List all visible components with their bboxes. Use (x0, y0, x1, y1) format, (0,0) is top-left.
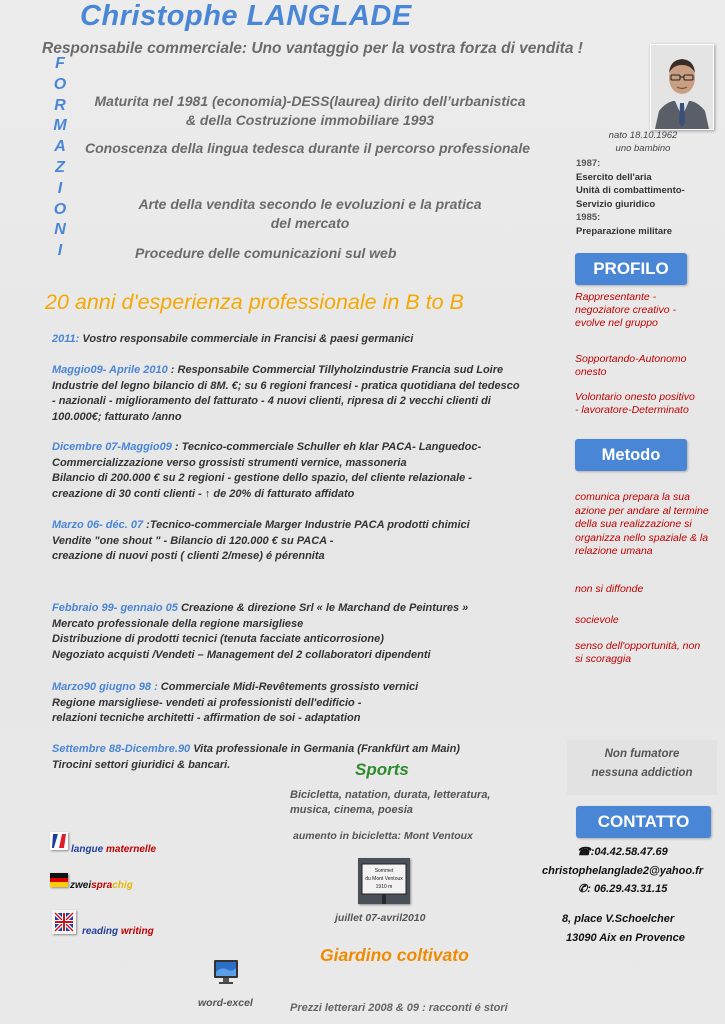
formazioni-letter: I (57, 179, 63, 197)
job-date: Marzo 06- déc. 07 (52, 519, 144, 531)
uk-flag-icon (52, 910, 76, 934)
job-line: Vostro responsabile commerciale in Francisi & paesi germanici (79, 333, 414, 345)
job-line: Bilancio di 200.000 € su 2 regioni - gestione dello spazio, del cliente relazionale - (52, 472, 472, 485)
german-flag-icon (50, 873, 68, 887)
job-line: Industrie del legno bilancio di 8M. €; su 6 regioni francesi - pratica quotidiana del tedesco (52, 379, 520, 392)
job-line: Commercializzazione verso grossisti strumenti vernice, massoneria (52, 456, 407, 469)
no-addiction-text: nessuna addiction (591, 767, 693, 779)
lang-text: chig (112, 880, 133, 891)
job-line: : Responsabile Commercial Tillyholzindustrie Francia sud Loire (167, 364, 504, 376)
job-date: Maggio09- Aprile 2010 (52, 364, 168, 376)
lang-text: maternelle (106, 844, 157, 855)
birth-date: nato 18.10.1962 (608, 130, 678, 141)
lang-text: langue (71, 844, 107, 855)
lang-text: spra (91, 880, 113, 891)
job-line: creazione di nuovi posti ( clienti 2/mese) é pérennita (52, 550, 325, 563)
job-line: Creazione & direzione Srl « le Marchand de Peintures » (177, 602, 469, 614)
metodo-item: comunica prepara la sua azione per andare al termine della sua realizzazione si organizza nello spaziale & la relazione umana (575, 491, 709, 558)
history-line: 1985: (576, 212, 601, 223)
mobile-line (578, 882, 667, 895)
sign-text: 1910 m (375, 884, 393, 890)
profilo-heading: PROFILO (575, 253, 687, 285)
job-line: Tirocini settori giuridici & bancari. (52, 758, 231, 771)
job-line: relazioni tecniche architetti - affirmation de soi - adaptation (52, 712, 361, 725)
metodo-item: socievole (575, 614, 619, 626)
language-german (70, 880, 133, 891)
formazioni-letter: N (54, 221, 66, 239)
subtitle: Responsabile commerciale: Uno vantaggio per la vostra forza di vendita ! (42, 40, 583, 57)
person-portrait-icon (651, 45, 713, 129)
formazioni-letter: O (53, 75, 67, 93)
profilo-item: Volontario onesto positivo - lavoratore-Determinato (575, 391, 695, 416)
formazioni-letter: Z (55, 158, 65, 176)
language-french (71, 844, 156, 855)
job-line: Commerciale Midi-Revêtements grossisto vernici (157, 681, 419, 693)
job-line: creazione di 30 conti clienti - ↑ de 20% di fatturato affidato (52, 487, 355, 500)
ventoux-ascent: aumento in bicicletta: Mont Ventoux (293, 830, 473, 842)
page-title: Christophe LANGLADE (80, 0, 412, 32)
telephone-icon: ☎ (577, 846, 591, 858)
children-info: uno bambino (615, 143, 671, 154)
job-entry (52, 601, 468, 663)
literary-prizes: Prezzi letterari 2008 & 09 : racconti é stori (290, 1002, 508, 1014)
education-sales (110, 195, 510, 233)
address-city: 13090 Aix en Provence (566, 932, 685, 944)
education-line: Arte della vendita secondo le evoluzioni e la pratica (138, 196, 482, 212)
formazioni-letter: O (53, 200, 67, 218)
history-line: Servizio giuridico (576, 198, 656, 210)
job-entry (52, 332, 413, 348)
education-line: Maturita nel 1981 (economia)-DESS(laurea) dirito dell’urbanistica (94, 93, 526, 109)
job-line: Mercato professionale della regione marsigliese (52, 617, 304, 630)
profilo-item: Sopportando-Autonomo onesto (575, 353, 687, 378)
computer-skills: word-excel (198, 997, 253, 1009)
email-link[interactable]: christophelanglade2@yahoo.fr (542, 865, 704, 877)
job-line: 100.000€; fatturato /anno (52, 410, 182, 423)
history-line: Preparazione militare (576, 225, 673, 237)
education-diploma (70, 92, 550, 130)
formazioni-letter: F (55, 55, 65, 72)
phone-line (577, 845, 668, 858)
computer-monitor-icon (212, 958, 240, 986)
lang-text: zwei (70, 880, 92, 891)
lang-text: writing (120, 926, 154, 937)
military-history (576, 157, 716, 238)
lang-text: reading (82, 926, 121, 937)
job-line: : Tecnico-commerciale Schuller eh klar PACA- Languedoc- (171, 441, 482, 453)
history-line: Esercito dell'aria (576, 171, 652, 183)
experience-title: 20 anni d'esperienza professionale in B to B (45, 290, 464, 314)
summit-sign-icon (358, 858, 410, 904)
job-entry (52, 680, 418, 727)
birth-info (598, 129, 688, 155)
metodo-item: non si diffonde (575, 583, 644, 595)
job-date: Marzo90 giugno 98 : (52, 681, 158, 693)
profile-photo (650, 44, 714, 130)
non-smoker-text: Non fumatore (604, 748, 680, 760)
job-date: 2011: (52, 333, 80, 345)
job-line: :Tecnico-commerciale Marger Industrie PACA prodotti chimici (143, 519, 470, 531)
mobile-phone-icon: ✆ (578, 883, 588, 895)
ventoux-date: juillet 07-avril2010 (335, 912, 426, 924)
phone-number: :04.42.58.47.69 (590, 846, 668, 858)
job-date: Dicembre 07-Maggio09 (52, 441, 172, 453)
job-entry (52, 363, 520, 425)
mont-ventoux-sign-photo (358, 858, 410, 904)
french-flag-icon (50, 832, 68, 850)
mobile-number: : 06.29.43.31.15 (587, 883, 668, 895)
sports-heading: Sports (355, 760, 409, 779)
job-line: Regione marsigliese- vendeti ai professionisti dell'edificio - (52, 696, 362, 709)
history-line: 1987: (576, 158, 601, 169)
job-line: Vita professionale in Germania (Frankfürt am Main) (190, 743, 460, 755)
non-smoker-box (567, 740, 717, 795)
garden-hobby: Giardino coltivato (320, 945, 469, 965)
profilo-item: Rappresentante - negoziatore creativo - evolve nel gruppo (575, 291, 676, 329)
job-entry (52, 440, 481, 502)
sign-text: du Mont Ventoux (365, 876, 403, 882)
job-line: - nazionali - miglioramento del fatturato - 4 nuovi clienti, ripresa di 2 vecchi clienti di (52, 395, 491, 408)
sports-list: Bicicletta, natation, durata, letteratura, musica, cinema, poesia (290, 789, 491, 816)
formazioni-letter: I (57, 242, 63, 260)
education-language: Conoscenza della lingua tedesca durante il percorso professionale (85, 140, 531, 156)
language-english (82, 926, 154, 937)
job-date: Febbraio 99- gennaio 05 (52, 602, 178, 614)
education-line: del mercato (270, 215, 350, 231)
job-date: Settembre 88-Dicembre.90 (52, 743, 191, 755)
metodo-item: senso dell'opportunità, non si scoraggia (575, 640, 701, 665)
sign-text: Sommet (374, 868, 394, 874)
job-entry (52, 518, 470, 565)
history-line: Unità di combattimento- (576, 185, 685, 196)
job-line: Distribuzione di prodotti tecnici (tenuta facciate anticorrosione) (52, 633, 384, 646)
contatto-heading: CONTATTO (576, 806, 711, 838)
job-line: Negoziato acquisti /Vendeti – Management del 2 collaboratori dipendenti (52, 648, 431, 661)
job-line: Vendite "one shout " - Bilancio di 120.000 € su PACA - (52, 534, 334, 547)
formazioni-letter: R (54, 96, 66, 114)
formazioni-vertical-label (50, 54, 70, 262)
address-street: 8, place V.Schoelcher (562, 913, 675, 925)
education-line: & della Costruzione immobiliare 1993 (185, 112, 435, 128)
education-web: Procedure delle comunicazioni sul web (135, 245, 397, 261)
formazioni-letter: A (54, 138, 66, 156)
formazioni-letter: M (53, 117, 67, 135)
metodo-heading: Metodo (575, 439, 687, 471)
